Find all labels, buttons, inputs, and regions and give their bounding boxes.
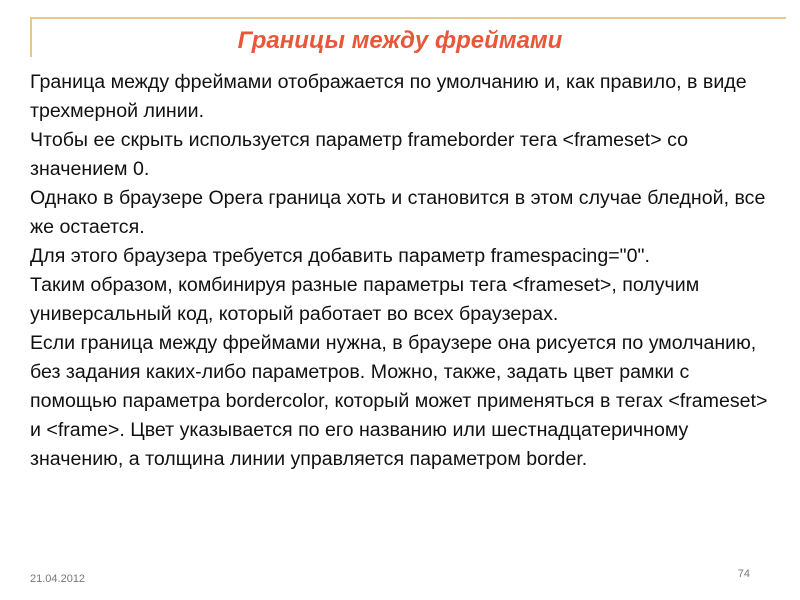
- slide-title: Границы между фреймами: [237, 27, 563, 54]
- paragraph: Однако в браузере Opera граница хоть и становится в этом случае бледной, все же остается.: [30, 187, 766, 238]
- slide-body: [30, 68, 776, 474]
- paragraph: Таким образом, комбинируя разные параметры тега <frameset>, получим универсальный код, который работает во всех браузерах.: [30, 274, 700, 325]
- paragraph: Если граница между фреймами нужна, в браузере она рисуется по умолчанию, без задания каких-либо параметров. Можно, также, задать цвет рамки с помощью параметра bordercolor, который может применяться в тегах <frameset> и <frame>. Цвет указывается по его названию или шестнадцатеричному значению, а толщина линии управляется параметром border.: [30, 332, 768, 470]
- top-rule: [30, 17, 786, 19]
- slide-page-number: 74: [737, 568, 750, 580]
- paragraph: Для этого браузера требуется добавить параметр framespacing="0".: [30, 245, 650, 267]
- paragraph: Чтобы ее скрыть используется параметр frameborder тега <frameset> со значением 0.: [30, 129, 688, 180]
- slide-date: 21.04.2012: [30, 573, 86, 585]
- paragraph: Граница между фреймами отображается по умолчанию и, как правило, в виде трехмерной линии.: [30, 71, 747, 122]
